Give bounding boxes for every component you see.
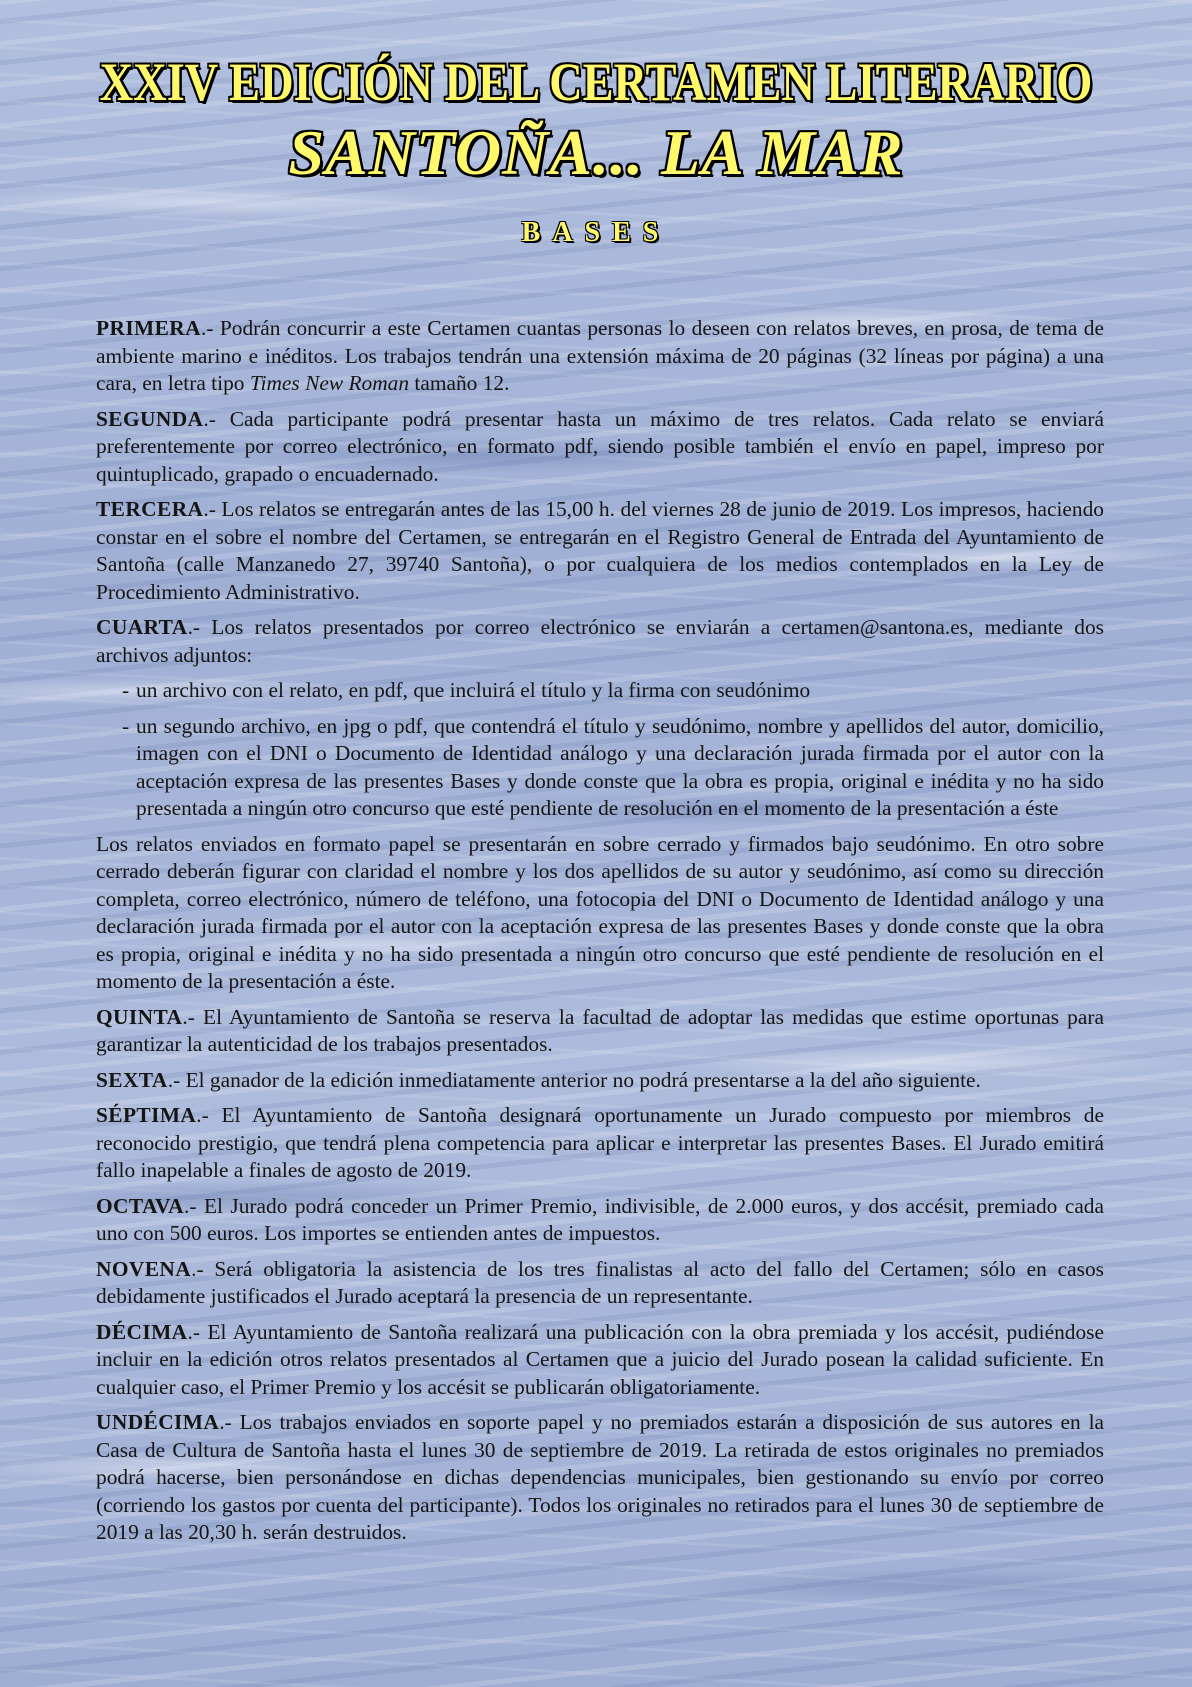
clause-label: SEXTA — [96, 1067, 168, 1092]
clause-text: El Ayuntamiento de Santoña se reserva la facultad de adoptar las medidas que estime oportunas para garantizar la autenticidad de los trabajos presentados. — [96, 1004, 1104, 1056]
attachment-list — [96, 677, 1104, 823]
clause-label: OCTAVA — [96, 1193, 184, 1218]
clause-octava — [96, 1193, 1104, 1248]
clause-text: El Ayuntamiento de Santoña designará oportunamente un Jurado compuesto por miembros de reconocido prestigio, que tendrá plena competencia para aplicar e interpretar las presentes Bases. El Jurado emitirá fallo inapelable a finales de agosto de 2019. — [96, 1103, 1104, 1182]
clause-text: El ganador de la edición inmediatamente anterior no podrá presentarse a la del año siguiente. — [185, 1067, 981, 1092]
clause-novena — [96, 1256, 1104, 1311]
list-item — [96, 677, 1104, 705]
clause-text: El Jurado podrá conceder un Primer Premio, indivisible, de 2.000 euros, y dos accésit, premiado cada uno con 500 euros. Los importes se entienden antes de impuestos. — [96, 1193, 1105, 1245]
clause-label: TERCERA — [96, 497, 204, 521]
bullet-marker: - — [122, 713, 130, 738]
rules-body — [96, 315, 1104, 1555]
clause-segunda — [96, 406, 1104, 489]
title-contest-name: SANTOÑA... LA MAR — [288, 117, 904, 188]
clause-label: DÉCIMA — [96, 1319, 188, 1344]
clause-primera — [96, 315, 1104, 398]
clause-separator: .- — [167, 1067, 186, 1092]
clause-septima — [96, 1102, 1104, 1185]
clause-label: NOVENA — [96, 1256, 192, 1281]
list-item-text: un segundo archivo, en jpg o pdf, que contendrá el título y seudónimo, nombre y apellidos del autor, domicilio, imagen con el DNI o Documento de Identidad análogo y una declaración jurada firmada por el autor con la aceptación expresa de las presentes Bases y donde conste que la obra es propia, original e inédita y no ha sido presentada a ningún otro concurso que esté pendiente de resolución en el momento de la presentación a éste — [136, 713, 1104, 820]
clause-text: Será obligatoria la asistencia de los tres finalistas al acto del fallo del Certamen; sólo en casos debidamente justificados el Jurado aceptará la presencia de un representante. — [96, 1256, 1105, 1308]
clause-separator: .- — [187, 615, 212, 639]
clause-separator: .- — [201, 316, 220, 340]
clause-label: SÉPTIMA — [96, 1103, 197, 1127]
clause-text: Los relatos se entregarán antes de las 15,00 h. del viernes 28 de junio de 2019. Los impresos, haciendo constar en el sobre el nombre del Certamen, se entregarán en el Registro General de Entrada del Ayuntamiento de Santoña (calle Manzanedo 27, 39740 Santoña), o por cualquiera de los medios contemplados en la Ley de Procedimiento Administrativo. — [96, 497, 1104, 604]
clause-label: SEGUNDA — [96, 406, 204, 431]
clause-label: QUINTA — [96, 1004, 183, 1029]
clause-quinta — [96, 1004, 1104, 1059]
clause-separator: .- — [196, 1103, 222, 1127]
clause-text: Los relatos presentados por correo electrónico se enviarán a certamen@santona.es, mediante dos archivos adjuntos: — [96, 615, 1104, 667]
clause-decima — [96, 1319, 1104, 1402]
clause-text: Cada participante podrá presentar hasta un máximo de tres relatos. Cada relato se enviará preferentemente por correo electrónico, en formato pdf, siendo posible también el envío en papel, impreso por quintuplicado, grapado o encuadernado. — [96, 406, 1104, 486]
clause-separator: .- — [203, 497, 222, 521]
clause-separator: .- — [182, 1004, 204, 1029]
clause-separator: .- — [219, 1410, 240, 1434]
clause-sexta — [96, 1067, 1104, 1095]
list-item-text: un archivo con el relato, en pdf, que incluirá el título y la firma con seudónimo — [136, 678, 811, 702]
paper-submission-paragraph: Los relatos enviados en formato papel se presentarán en sobre cerrado y firmados bajo seudónimo. En otro sobre cerrado deberán figurar con claridad el nombre y los dos apellidos de su autor y seudónimo, así como su dirección completa, correo electrónico, número de teléfono, una fotocopia del DNI o Documento de Identidad análogo y una declaración jurada firmada por el autor con la aceptación expresa de las presentes Bases y donde conste que la obra es propia, original e inédita y no ha sido presentada a ningún otro concurso que esté pendiente de resolución en el momento de la presentación a éste. — [96, 831, 1104, 993]
clause-text: Podrán concurrir a este Certamen cuantas personas lo deseen con relatos breves, en prosa, de tema de ambiente marino e inéditos. Los trabajos tendrán una extensión máxima de 20 páginas (32 líneas por página) a una cara, en letra tipo — [96, 316, 1104, 395]
clause-cuarta — [96, 614, 1104, 669]
title-edition: XXIV EDICIÓN DEL CERTAMEN LITERARIO — [99, 52, 1093, 112]
clause-label: CUARTA — [96, 615, 188, 639]
clause-text: tamaño 12. — [409, 371, 510, 395]
clause-separator: .- — [187, 1319, 208, 1344]
clause-separator: .- — [184, 1193, 204, 1218]
clause-separator: .- — [203, 406, 230, 431]
clause-separator: .- — [191, 1256, 215, 1281]
clause-text: El Ayuntamiento de Santoña realizará una publicación con la obra premiada y los accésit, pudiéndose incluir en la edición otros relatos presentados al Certamen que a juicio del Jurado posean la calidad suficiente. En cualquier caso, el Primer Premio y los accésit se publicarán obligatoriamente. — [96, 1319, 1104, 1399]
clause-undecima — [96, 1409, 1104, 1547]
clause-label: PRIMERA — [96, 316, 201, 340]
bullet-marker: - — [122, 678, 130, 702]
font-name: Times New Roman — [249, 371, 410, 395]
clause-label: UNDÉCIMA — [96, 1410, 220, 1434]
subtitle-bases: BASES — [521, 217, 671, 248]
clause-text: Los trabajos enviados en soporte papel y no premiados estarán a disposición de sus autores en la Casa de Cultura de Santoña hasta el lunes 30 de septiembre de 2019. La retirada de estos originales no premiados podrá hacerse, bien personándose en dichas dependencias municipales, bien gestionando su envío por correo (corriendo los gastos por cuenta del participante). Todos los originales no retirados para el lunes 30 de septiembre de 2019 a las 20,30 h. serán destruidos. — [96, 1410, 1104, 1544]
list-item — [96, 713, 1104, 823]
clause-tercera — [96, 496, 1104, 606]
